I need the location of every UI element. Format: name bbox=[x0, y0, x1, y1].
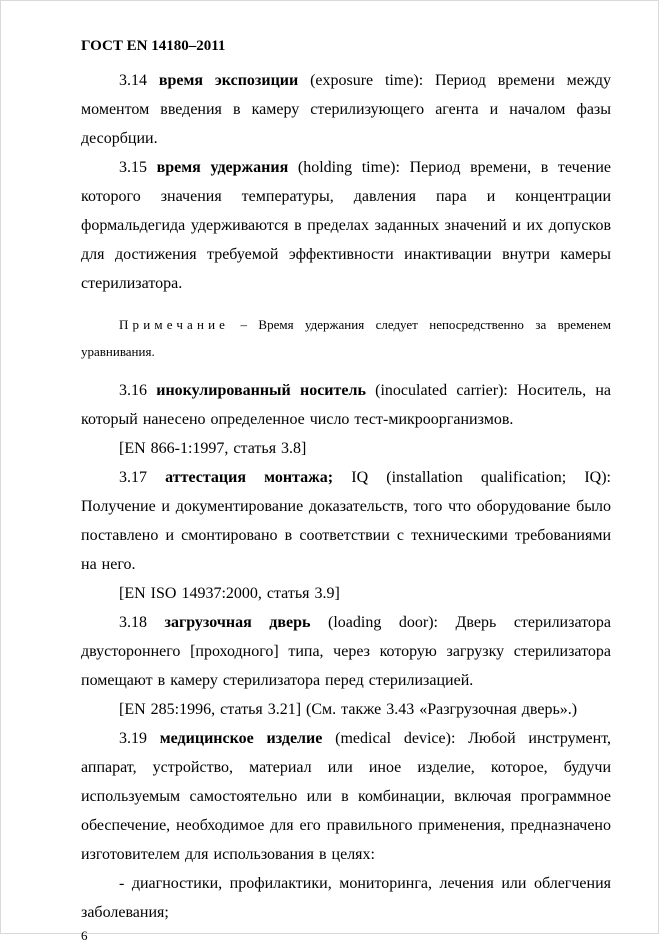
definition-text: (medical device): Любой инструмент, аппарат, устройство, материал или иное изделие, которое, будучи используемым самостоятельно или в комбинации, включая программное обеспечение, необходимое для его правильного применения, предназначено изготовителем для использования в целях: bbox=[81, 730, 611, 863]
clause-number: 3.17 bbox=[119, 469, 166, 486]
definition-3-15 bbox=[81, 153, 611, 298]
clause-number: 3.15 bbox=[119, 159, 157, 176]
definition-text: (inoculated carrier): Носитель, на который нанесено определенное число тест-микроорганизмов. bbox=[81, 382, 611, 428]
clause-number: 3.14 bbox=[119, 72, 159, 89]
defined-term: аттестация монтажа; bbox=[165, 469, 334, 486]
defined-term: время удержания bbox=[156, 159, 289, 176]
defined-term: загрузочная дверь bbox=[164, 614, 311, 631]
note-text: – Время удержания следует непосредственно за временем уравнивания. bbox=[81, 317, 611, 359]
definition-3-18 bbox=[81, 608, 611, 695]
defined-term: медицинское изделие bbox=[159, 730, 323, 747]
note-paragraph bbox=[81, 311, 611, 365]
definition-3-17 bbox=[81, 463, 611, 579]
defined-term: инокулированный носитель bbox=[156, 382, 366, 399]
citation-en-866: [EN 866-1:1997, статья 3.8] bbox=[119, 440, 307, 457]
definition-3-16 bbox=[81, 376, 611, 434]
clause-number: 3.18 bbox=[119, 614, 165, 631]
definition-text: (holding time): Период времени, в течение которого значения температуры, давления пара и концентрации формальдегида удерживаются в пределах заданных значений и их допусков для достижения требуемой эффективности инактивации внутри камеры стерилизатора. bbox=[81, 159, 611, 292]
list-item-diagnostics: - диагностики, профилактики, мониторинга, лечения или облегчения заболевания; bbox=[81, 875, 611, 921]
definition-text: (exposure time): Период времени между моментом введения в камеру стерилизующего агента и началом фазы десорбции. bbox=[81, 72, 612, 147]
document-header: ГОСТ EN 14180–2011 bbox=[81, 38, 226, 54]
clause-number: 3.16 bbox=[119, 382, 157, 399]
definition-text: (loading door): Дверь стерилизатора двустороннего [проходного] типа, через которую загрузку стерилизатора помещают в камеру стерилизатора перед стерилизацией. bbox=[81, 614, 612, 689]
citation-en-285: [EN 285:1996, статья 3.21] (См. также 3.43 «Разгрузочная дверь».) bbox=[119, 701, 578, 718]
page-content bbox=[81, 35, 611, 945]
definition-3-14 bbox=[81, 66, 611, 153]
page-number: 6 bbox=[81, 928, 88, 943]
definition-text: IQ (installation qualification; IQ): Получение и документирование доказательств, того что оборудование было поставлено и смонтировано в соответствии с техническими требованиями на него. bbox=[81, 469, 611, 573]
note-label: Примечание bbox=[119, 317, 230, 332]
clause-number: 3.19 bbox=[119, 730, 160, 747]
definition-3-19 bbox=[81, 724, 611, 869]
citation-en-iso-14937: [EN ISO 14937:2000, статья 3.9] bbox=[119, 585, 340, 602]
defined-term: время экспозиции bbox=[158, 72, 299, 89]
